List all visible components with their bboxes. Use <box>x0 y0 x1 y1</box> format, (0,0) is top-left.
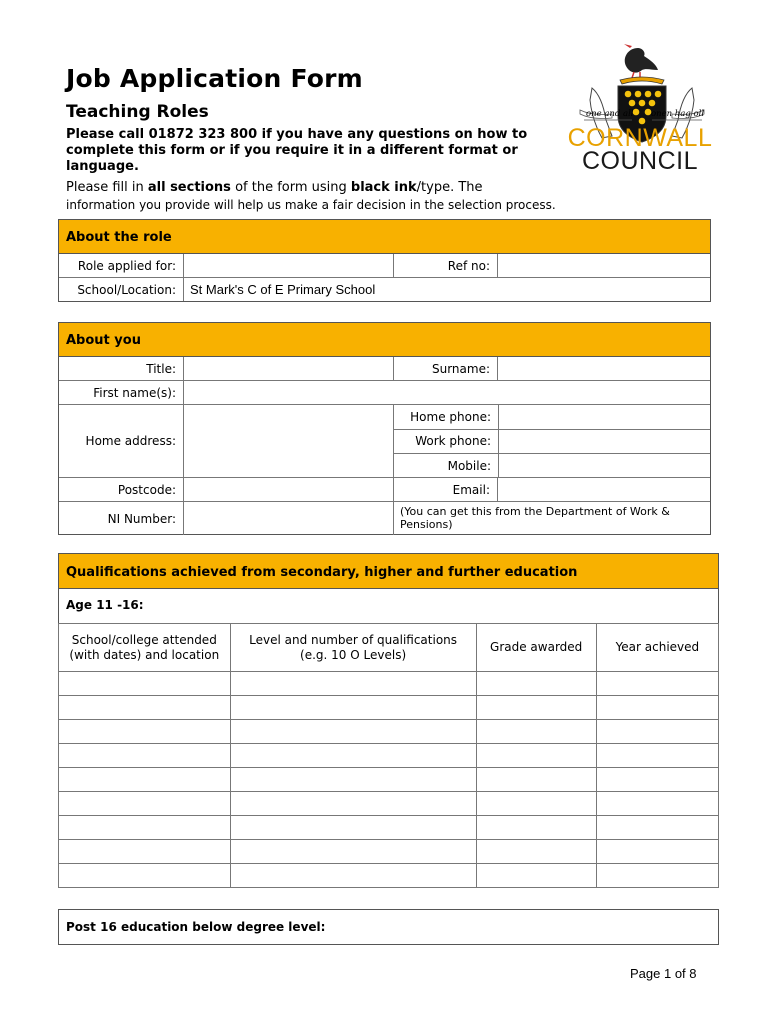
instr-suffix: /type. The <box>416 180 483 195</box>
level-cell[interactable] <box>230 720 476 744</box>
postcode-row <box>59 478 710 502</box>
work-phone-field[interactable] <box>498 429 710 453</box>
home-phone-label: Home phone: <box>410 410 491 424</box>
mobile-label: Mobile: <box>447 458 491 473</box>
ni-label: NI Number: <box>107 511 176 526</box>
grade-cell[interactable] <box>476 696 596 720</box>
role-row <box>59 254 710 278</box>
grade-cell[interactable] <box>476 672 596 696</box>
school-label: School/Location: <box>77 282 176 297</box>
age-11-16-label: Age 11 -16: <box>66 598 144 612</box>
logo-motto-right: onen hag oll <box>651 109 705 119</box>
school-cell[interactable] <box>59 864 231 888</box>
table-row <box>59 672 719 696</box>
school-cell[interactable] <box>59 744 231 768</box>
level-cell[interactable] <box>230 792 476 816</box>
school-row <box>59 278 710 301</box>
post16-section: Post 16 education below degree level: <box>58 909 719 945</box>
qualifications-table <box>58 623 719 888</box>
instructions-line-2: information you provide will help us make a fair decision in the selection process. <box>66 198 556 212</box>
table-row <box>59 768 719 792</box>
instr-mid: of the form using <box>230 180 351 195</box>
first-name-row <box>59 381 710 405</box>
year-cell[interactable] <box>596 672 718 696</box>
role-applied-field[interactable] <box>183 254 393 277</box>
first-name-field[interactable] <box>183 381 710 404</box>
about-you-heading: About you <box>59 323 710 357</box>
year-cell[interactable] <box>596 744 718 768</box>
address-block <box>59 405 710 478</box>
logo-wordmark-council: COUNCIL <box>581 147 698 175</box>
level-cell[interactable] <box>230 744 476 768</box>
col-school: School/college attended (with dates) and location <box>59 624 231 672</box>
year-cell[interactable] <box>596 816 718 840</box>
grade-cell[interactable] <box>476 840 596 864</box>
contact-info: Please call 01872 323 800 if you have any questions on how to complete this form or if you require it in a different format or language. <box>66 127 528 174</box>
table-row <box>59 696 719 720</box>
logo-wordmark-cornwall: CORNWALL <box>567 124 713 152</box>
grade-cell[interactable] <box>476 792 596 816</box>
postcode-label: Postcode: <box>117 482 176 497</box>
form-subtitle: Teaching Roles <box>66 102 209 122</box>
instructions-line-1 <box>66 180 483 195</box>
level-cell[interactable] <box>230 672 476 696</box>
level-cell[interactable] <box>230 840 476 864</box>
title-field[interactable] <box>183 357 393 380</box>
mobile-field[interactable] <box>498 453 710 478</box>
year-cell[interactable] <box>596 864 718 888</box>
level-cell[interactable] <box>230 864 476 888</box>
table-row <box>59 816 719 840</box>
school-cell[interactable] <box>59 840 231 864</box>
ni-number-field[interactable] <box>183 502 393 535</box>
home-address-label: Home address: <box>85 434 176 448</box>
instr-bold-black-ink: black ink <box>350 180 417 195</box>
postcode-field[interactable] <box>183 478 393 501</box>
level-cell[interactable] <box>230 816 476 840</box>
school-cell[interactable] <box>59 816 231 840</box>
year-cell[interactable] <box>596 696 718 720</box>
year-cell[interactable] <box>596 840 718 864</box>
email-field[interactable] <box>497 478 710 501</box>
table-row <box>59 864 719 888</box>
about-you-section <box>58 322 711 535</box>
title-row <box>59 357 710 381</box>
col-year: Year achieved <box>596 624 718 672</box>
school-cell[interactable] <box>59 768 231 792</box>
home-phone-field[interactable] <box>498 405 710 429</box>
ref-no-field[interactable] <box>497 254 710 277</box>
email-label: Email: <box>393 478 497 501</box>
qualifications-section <box>58 553 719 624</box>
school-cell[interactable] <box>59 672 231 696</box>
col-grade: Grade awarded <box>476 624 596 672</box>
school-cell[interactable] <box>59 792 231 816</box>
grade-cell[interactable] <box>476 744 596 768</box>
instr-bold-all-sections: all sections <box>147 180 231 195</box>
school-cell[interactable] <box>59 696 231 720</box>
qualifications-heading: Qualifications achieved from secondary, higher and further education <box>59 554 718 589</box>
level-cell[interactable] <box>230 696 476 720</box>
about-role-heading: About the role <box>59 220 710 254</box>
title-label: Title: <box>146 361 176 376</box>
grade-cell[interactable] <box>476 768 596 792</box>
level-cell[interactable] <box>230 768 476 792</box>
about-role-section <box>58 219 711 302</box>
instr-prefix: Please fill in <box>66 180 148 195</box>
table-row <box>59 744 719 768</box>
table-row <box>59 792 719 816</box>
ni-row <box>59 502 710 535</box>
qualifications-header-row <box>59 624 719 672</box>
school-location-field[interactable]: St Mark's C of E Primary School <box>183 278 710 301</box>
col-level: Level and number of qualifications (e.g. 10 O Levels) <box>230 624 476 672</box>
surname-label: Surname: <box>393 357 497 380</box>
logo-motto-left: one and all <box>586 109 634 119</box>
surname-field[interactable] <box>497 357 710 380</box>
grade-cell[interactable] <box>476 864 596 888</box>
page-number: Page 1 of 8 <box>630 966 697 981</box>
table-row <box>59 840 719 864</box>
year-cell[interactable] <box>596 768 718 792</box>
school-cell[interactable] <box>59 720 231 744</box>
ref-label: Ref no: <box>393 254 497 277</box>
home-address-field[interactable] <box>183 405 393 477</box>
role-label: Role applied for: <box>77 258 176 273</box>
grade-cell[interactable] <box>476 816 596 840</box>
table-row <box>59 720 719 744</box>
ni-note: (You can get this from the Department of Work & Pensions) <box>393 502 710 535</box>
first-name-label: First name(s): <box>93 385 176 400</box>
form-title: Job Application Form <box>66 64 363 93</box>
work-phone-label: Work phone: <box>415 434 491 448</box>
year-cell[interactable] <box>596 720 718 744</box>
year-cell[interactable] <box>596 792 718 816</box>
grade-cell[interactable] <box>476 720 596 744</box>
